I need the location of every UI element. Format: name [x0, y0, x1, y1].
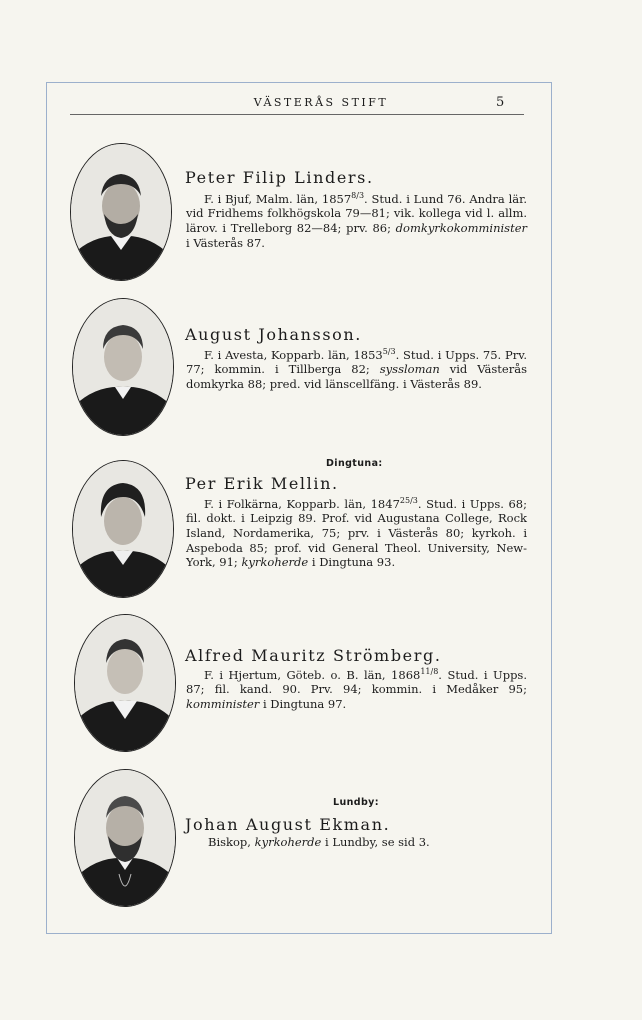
entry-bio: F. i Folkärna, Kopparb. län, $1847^{25/3}$. Stud. i Upps. 68; fil. dokt. i Leipzig 89. Prof. vid Augustana College, Rock Island, Nordamerika, 75; prv. i Västerås 80; kyrkoh. i Aspeboda 85; prof. vid General Theol. University, New-York, 91; kyrkoherde i Dingtuna 93. — [186, 496, 528, 570]
portrait-photo — [74, 769, 176, 907]
portrait-photo — [70, 143, 172, 281]
entry-bio: F. i Hjertum, Göteb. o. B. län, $1868^{11/8}$. Stud. i Upps. 87; fil. kand. 90. Prv. 94; kommin. i Medåker 95; komminister i Dingtuna 97. — [186, 667, 527, 712]
parish-heading: Dingtuna: — [326, 458, 383, 469]
person-name: Per Erik Mellin. — [185, 474, 339, 493]
parish-heading: Lundby: — [333, 797, 379, 808]
person-name: August Johansson. — [185, 325, 362, 344]
person-name: Johan August Ekman. — [185, 815, 391, 834]
entry-bio: Biskop, kyrkoherde i Lundby, se sid 3. — [208, 835, 430, 849]
header-rule — [70, 114, 524, 115]
portrait-photo — [72, 298, 174, 436]
page-number: 5 — [496, 95, 505, 110]
person-name: Alfred Mauritz Strömberg. — [185, 646, 442, 665]
portrait-photo — [74, 614, 176, 752]
entry-bio: F. i Avesta, Kopparb. län, $1853^{5/3}$. Stud. i Upps. 75. Prv. 77; kommin. i Tillberga 82; syssloman vid Västerås domkyrka 88; pred. vid länscellfäng. i Västerås 89. — [186, 347, 527, 392]
entry-bio: F. i Bjuf, Malm. län, $1857^{8/3}$. Stud. i Lund 76. Andra lär. vid Fridhems folkhögskola 79—81; vik. kollega vid l. allm. lärov. i Trelleborg 82—84; prv. 86; domkyrkokomminister i Västerås 87. — [186, 191, 527, 250]
portrait-photo — [72, 460, 174, 598]
person-name: Peter Filip Linders. — [185, 168, 374, 187]
running-title: VÄSTERÅS STIFT — [253, 96, 389, 109]
